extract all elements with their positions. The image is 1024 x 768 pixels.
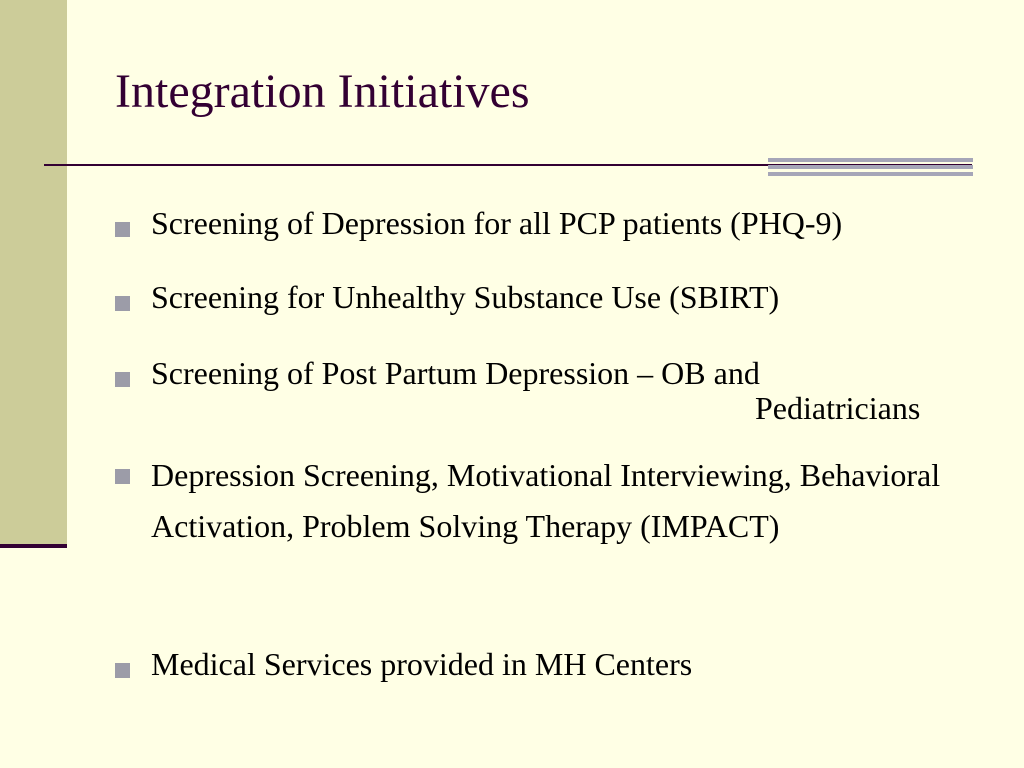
bullet-text: Screening of Post Partum Depression – OB and — [151, 355, 760, 391]
accent-stripe — [768, 165, 973, 169]
square-bullet-icon — [115, 296, 130, 311]
left-accent-bar — [0, 544, 67, 548]
square-bullet-icon — [115, 222, 130, 237]
left-decorative-band — [0, 0, 67, 545]
bullet-text-continuation: Pediatricians — [755, 390, 921, 427]
bullet-text: Medical Services provided in MH Centers — [151, 646, 693, 682]
square-bullet-icon — [115, 663, 130, 678]
bullet-text: Depression Screening, Motivational Interviewing, Behavioral Activation, Problem Solving Therapy (IMPACT) — [151, 457, 941, 545]
square-bullet-icon — [115, 469, 130, 484]
accent-stripe — [768, 158, 973, 162]
bullet-item — [115, 450, 975, 552]
bullet-text: Screening of Depression for all PCP patients (PHQ-9) — [151, 205, 843, 241]
bullet-item — [115, 280, 1010, 315]
bullet-item — [115, 356, 1010, 426]
bullet-item — [115, 206, 1010, 241]
slide-title: Integration Initiatives — [115, 65, 530, 118]
title-divider-accent — [768, 158, 973, 180]
bullet-item — [115, 647, 1010, 682]
square-bullet-icon — [115, 372, 130, 387]
accent-stripe — [768, 172, 973, 176]
bullet-text: Screening for Unhealthy Substance Use (SBIRT) — [151, 279, 780, 315]
